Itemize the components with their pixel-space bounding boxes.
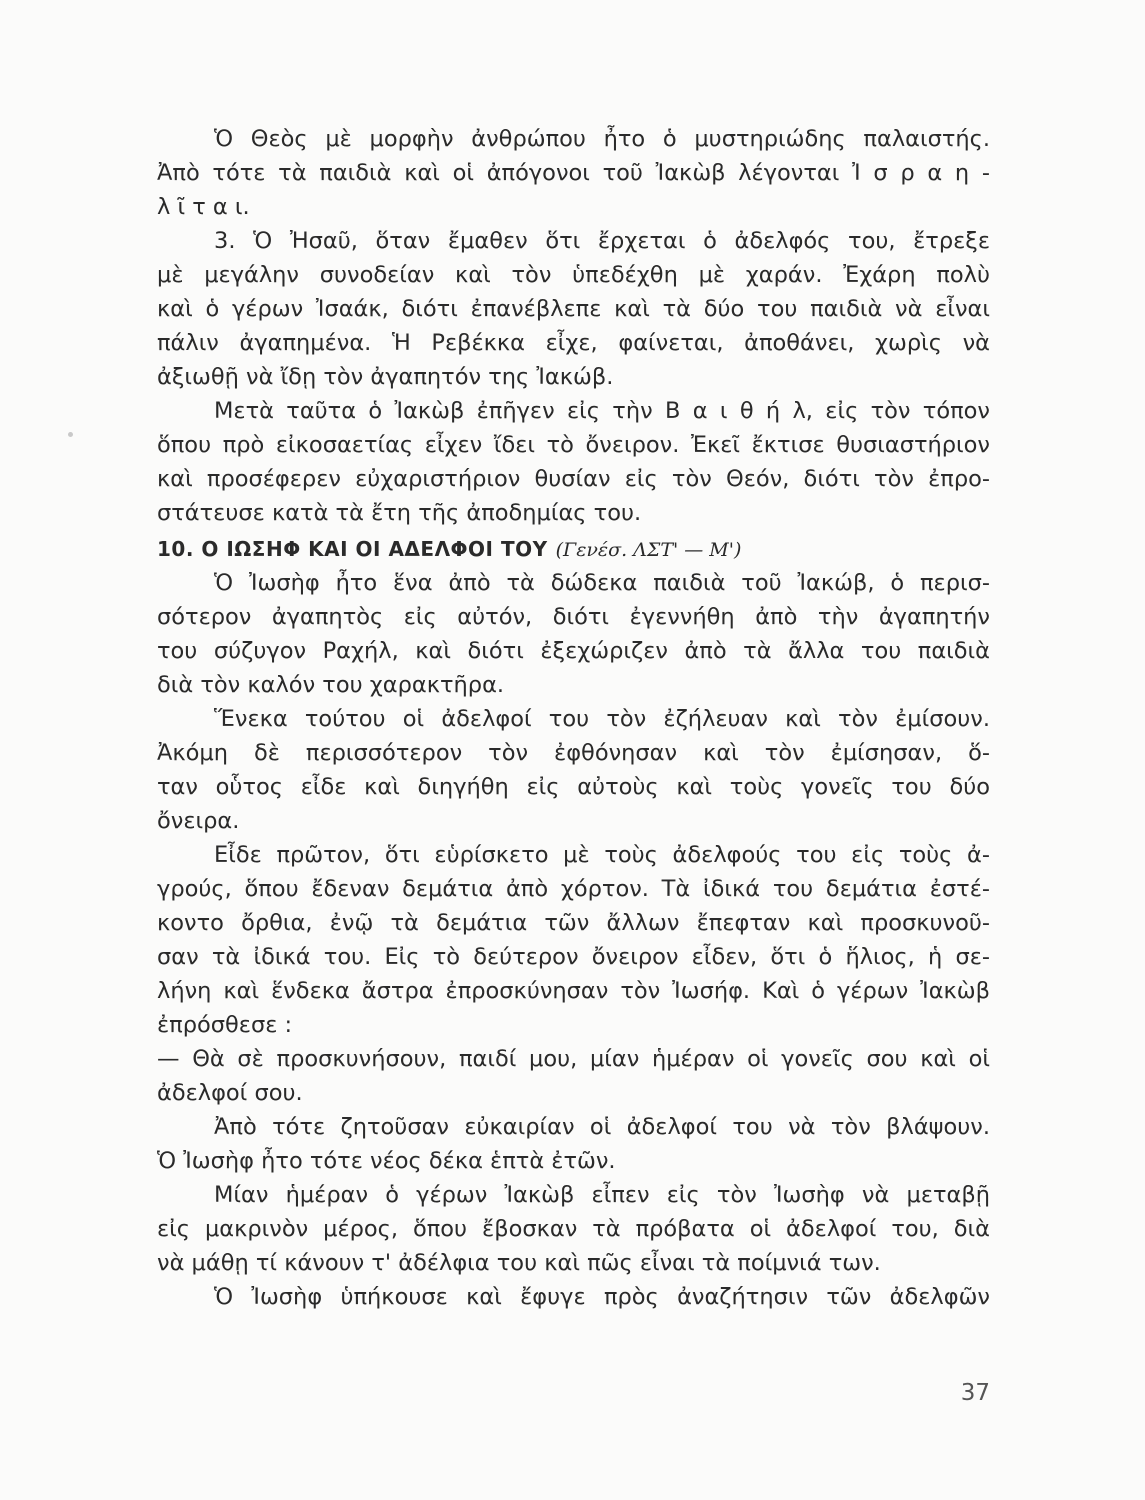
text-line: Ὁ Θεὸς μὲ μορφὴν ἀνθρώπου ἦτο ὁ μυστηριώδης παλαιστής. xyxy=(214,126,990,152)
text-line: 3. Ὁ Ἠσαῦ, ὅταν ἔμαθεν ὅτι ἔρχεται ὁ ἀδελφός του, ἔτρεξε xyxy=(214,228,990,254)
text-line: καὶ προσέφερεν εὐχαριστήριον θυσίαν εἰς τὸν Θεόν, διότι τὸν ἐπρο- xyxy=(157,466,990,492)
text-line: ἀδελφοί σου. xyxy=(157,1080,303,1106)
section-reference: (Γενέσ. ΛΣΤ' — Μ') xyxy=(555,539,742,561)
text-line: Εἶδε πρῶτον, ὅτι εὑρίσκετο μὲ τοὺς ἀδελφούς του εἰς τοὺς ἀ- xyxy=(214,842,990,868)
text-line: ἀξιωθῇ νὰ ἴδῃ τὸν ἀγαπητόν της Ἰακώβ. xyxy=(157,364,614,390)
text-line: πάλιν ἀγαπημένα. Ἡ Ρεβέκκα εἶχε, φαίνεται, ἀποθάνει, χωρὶς νὰ xyxy=(157,330,990,356)
text-line: Ὁ Ἰωσὴφ ἦτο τότε νέος δέκα ἑπτὰ ἐτῶν. xyxy=(157,1148,616,1174)
text-line: νὰ μάθῃ τί κάνουν τ' ἀδέλφια του καὶ πῶς εἶναι τὰ ποίμνιά των. xyxy=(157,1250,881,1276)
text-line: στάτευσε κατὰ τὰ ἔτη τῆς ἀποδημίας του. xyxy=(157,500,642,526)
text-line: σότερον ἀγαπητὸς εἰς αὐτόν, διότι ἐγεννήθη ἀπὸ τὴν ἀγαπητήν xyxy=(157,604,990,630)
page-body xyxy=(157,122,990,1314)
text-line: Μετὰ ταῦτα ὁ Ἰακὼβ ἐπῆγεν εἰς τὴν Β α ι θ ή λ, εἰς τὸν τόπον xyxy=(214,398,990,424)
text-line: Ἀπὸ τότε τὰ παιδιὰ καὶ οἱ ἀπόγονοι τοῦ Ἰακὼβ λέγονται Ἰ σ ρ α η - xyxy=(157,160,990,186)
text-line: ὅπου πρὸ εἰκοσαετίας εἶχεν ἴδει τὸ ὄνειρον. Ἐκεῖ ἔκτισε θυσιαστήριον xyxy=(157,432,990,458)
text-line: ἐπρόσθεσε : xyxy=(157,1012,293,1038)
text-line: Ὁ Ἰωσὴφ ἦτο ἕνα ἀπὸ τὰ δώδεκα παιδιὰ τοῦ Ἰακώβ, ὁ περισ- xyxy=(214,570,990,596)
text-line: γρούς, ὅπου ἔδεναν δεμάτια ἀπὸ χόρτον. Τὰ ἰδικά του δεμάτια ἐστέ- xyxy=(157,876,990,902)
text-line: λήνη καὶ ἕνδεκα ἄστρα ἐπροσκύνησαν τὸν Ἰωσήφ. Καὶ ὁ γέρων Ἰακὼβ xyxy=(157,978,990,1004)
text-line: Ὁ Ἰωσὴφ ὑπήκουσε καὶ ἔφυγε πρὸς ἀναζήτησιν τῶν ἀδελφῶν xyxy=(214,1284,990,1310)
section-title: 10. Ο ΙΩΣΗΦ ΚΑΙ ΟΙ ΑΔΕΛΦΟΙ ΤΟΥ xyxy=(157,537,548,561)
text-line: διὰ τὸν καλόν του χαρακτῆρα. xyxy=(157,672,505,698)
text-line: Ἕνεκα τούτου οἱ ἀδελφοί του τὸν ἐζήλευαν καὶ τὸν ἐμίσουν. xyxy=(214,706,990,732)
text-line: ὄνειρα. xyxy=(157,808,240,834)
text-line: του σύζυγον Ραχήλ, καὶ διότι ἐξεχώριζεν ἀπὸ τὰ ἄλλα του παιδιὰ xyxy=(157,638,990,664)
text-line: Ἀκόμη δὲ περισσότερον τὸν ἐφθόνησαν καὶ τὸν ἐμίσησαν, ὅ- xyxy=(157,740,990,766)
dialogue-line: — Θὰ σὲ προσκυνήσουν, παιδί μου, μίαν ἡμέραν οἱ γονεῖς σου καὶ οἱ xyxy=(157,1046,990,1072)
text-line: εἰς μακρινὸν μέρος, ὅπου ἔβοσκαν τὰ πρόβατα οἱ ἀδελφοί του, διὰ xyxy=(157,1216,990,1242)
text-line: λ ῖ τ α ι. xyxy=(157,194,250,220)
text-line: σαν τὰ ἰδικά του. Εἰς τὸ δεύτερον ὄνειρον εἶδεν, ὅτι ὁ ἥλιος, ἡ σε- xyxy=(157,944,990,970)
section-heading xyxy=(157,532,990,566)
margin-speck xyxy=(68,432,73,437)
page-number: 37 xyxy=(960,1380,990,1406)
text-line: ταν οὗτος εἶδε καὶ διηγήθη εἰς αὐτοὺς καὶ τοὺς γονεῖς του δύο xyxy=(157,774,990,800)
text-line: μὲ μεγάλην συνοδείαν καὶ τὸν ὑπεδέχθη μὲ χαράν. Ἐχάρη πολὺ xyxy=(157,262,990,288)
text-line: κοντο ὄρθια, ἐνῷ τὰ δεμάτια τῶν ἄλλων ἔπεφταν καὶ προσκυνοῦ- xyxy=(157,910,990,936)
text-line: Ἀπὸ τότε ζητοῦσαν εὐκαιρίαν οἱ ἀδελφοί του νὰ τὸν βλάψουν. xyxy=(214,1114,990,1140)
text-line: Μίαν ἡμέραν ὁ γέρων Ἰακὼβ εἶπεν εἰς τὸν Ἰωσὴφ νὰ μεταβῇ xyxy=(214,1182,990,1208)
text-line: καὶ ὁ γέρων Ἰσαάκ, διότι ἐπανέβλεπε καὶ τὰ δύο του παιδιὰ νὰ εἶναι xyxy=(157,296,990,322)
